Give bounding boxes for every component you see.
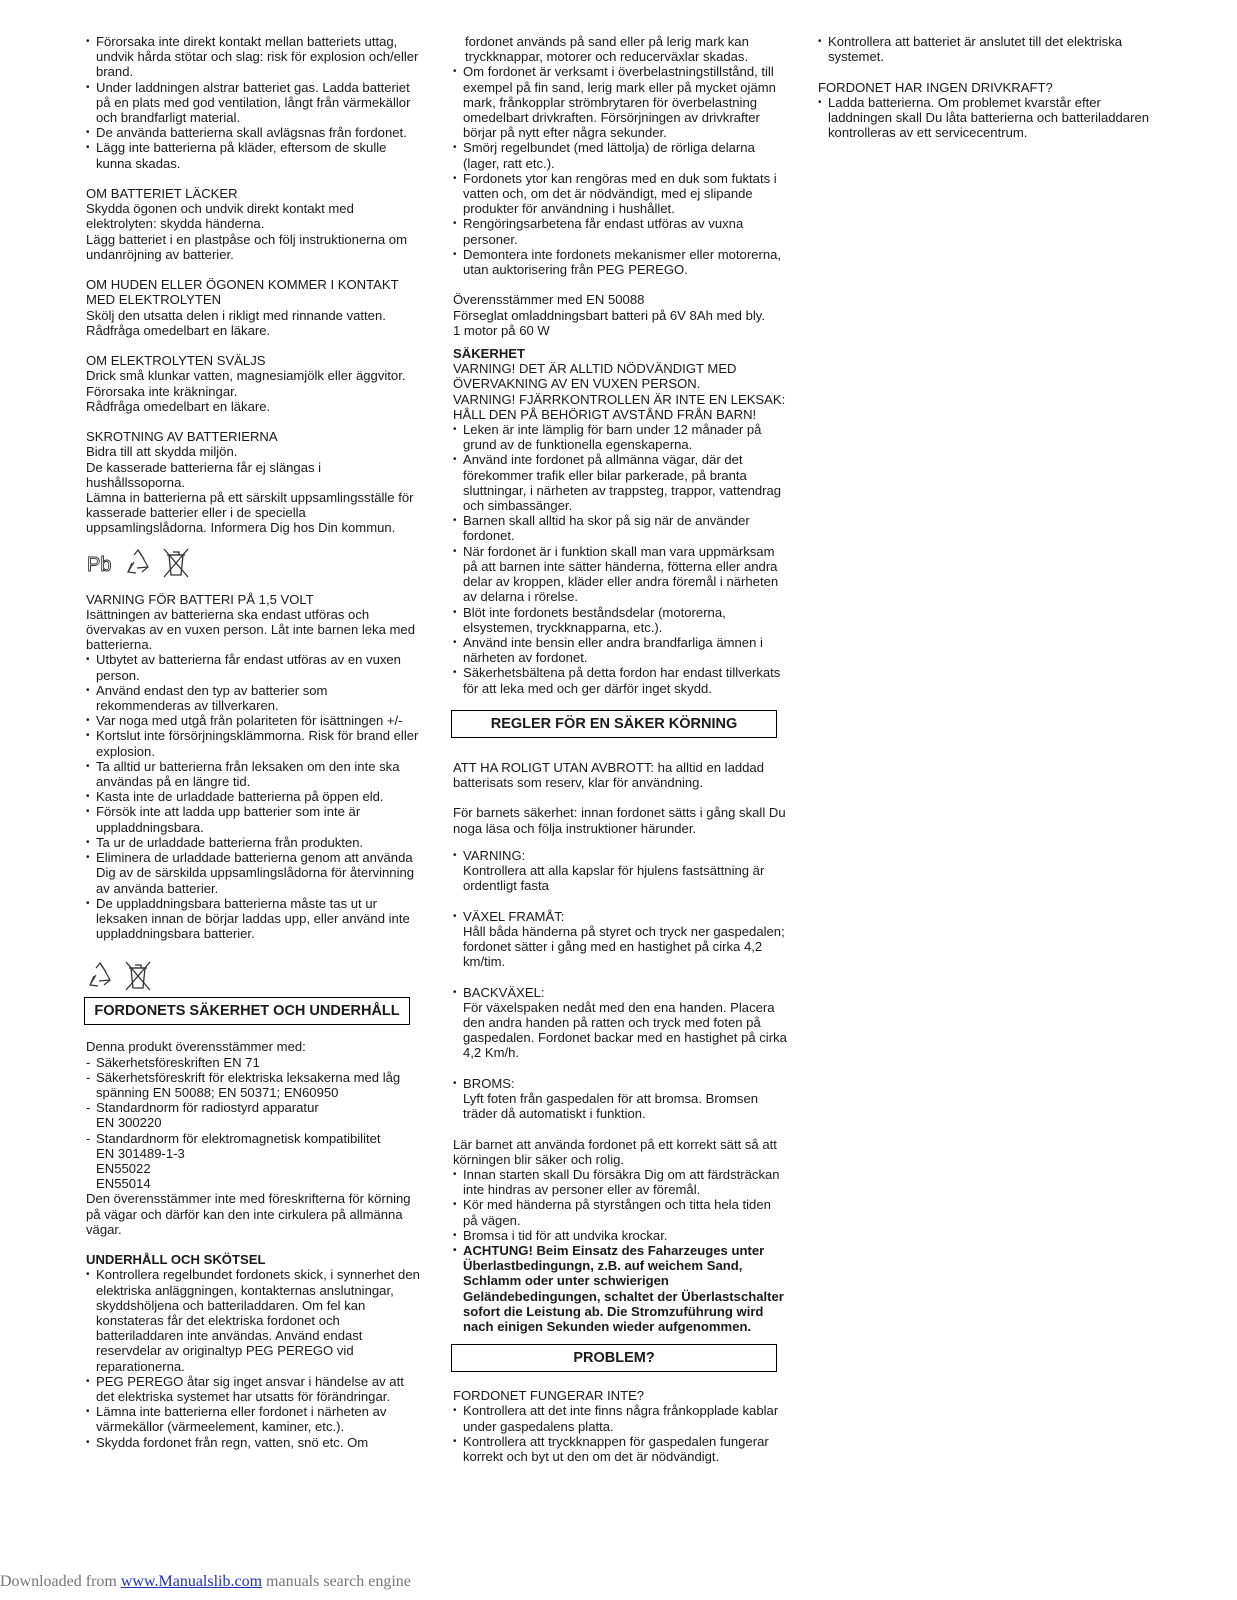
list-item: • PEG PEREGO åtar sig inget ansvar i händelse av att det elektriska systemet har utsatts för förändringar.	[86, 1374, 422, 1404]
safety-title: SÄKERHET	[453, 346, 526, 362]
fun-text: ATT HA ROLIGT UTAN AVBROTT: ha alltid en laddad batterisats som reserv, klar för användning.	[453, 759, 764, 790]
crossed-bin-icon	[124, 960, 152, 992]
warning-text: Kontrollera att alla kapslar för hjulens fastsättning är ordentligt fasta	[463, 862, 765, 894]
battery-15v-text: Isättningen av batterierna ska endast utföras och övervakas av en vuxen person. Låt inte barnen leka med batterierna.	[86, 606, 415, 653]
scrap-text-1: Bidra till att skydda miljön.	[86, 444, 238, 460]
conformity-list	[86, 1055, 422, 1192]
list-item: • De använda batterierna skall avlägsnas från fordonet.	[86, 125, 422, 140]
battery-15v-list	[86, 652, 422, 941]
not-working-list-cont	[818, 34, 1158, 64]
list-item: • Kontrollera att batteriet är anslutet till det elektriska systemet.	[818, 34, 1158, 64]
safety-warning-2: VARNING! FJÄRRKONTROLLEN ÄR INTE EN LEKSAK: HÅLL DEN PÅ BEHÖRIGT AVSTÅND FRÅN BARN!	[453, 391, 786, 422]
list-item: • Använd endast den typ av batterier som rekommenderas av tillverkaren.	[86, 683, 422, 713]
column-2	[453, 34, 789, 1464]
brake-block	[453, 1076, 789, 1122]
crossed-bin-icon	[162, 547, 190, 579]
list-item: • Säkerhetsbältena på detta fordon har endast tillverkats för att leka med och ger därför inget skydd.	[453, 665, 789, 695]
forward-gear-block	[453, 909, 789, 970]
no-drive-list	[818, 95, 1158, 141]
achtung-item: • ACHTUNG! Beim Einsatz des Faharzeuges unter Überlastbedingungn, z.B. auf weichem Sand, Schlamm oder unter schwierigen Geländebedingungen, schaltet der Überlastschalter sofort die Leistung ab. Die Stromzuführung wird nach einigen Sekunden wieder aufgenommen.	[453, 1243, 789, 1334]
list-item: • Barnen skall alltid ha skor på sig när de använder fordonet.	[453, 513, 789, 543]
list-item: • Om fordonet är verksamt i överbelastningstillstånd, till exempel på fin sand, lerig mark eller på mycket ojämn mark, frånkopplar strömbrytaren för överbelastning omedelbart drivkraften. Försörjningen av drivkrafter börjar på nytt efter några sekunder.	[453, 64, 789, 140]
not-working-title: FORDONET FUNGERAR INTE?	[453, 1388, 645, 1404]
list-item: • Kör med händerna på styrstången och titta hela tiden på vägen.	[453, 1197, 789, 1227]
conform-3-code: EN 300220	[96, 1115, 162, 1131]
list-item: • Blöt inte fordonets beståndsdelar (motorerna, elsystemen, tryckknapparna, etc.).	[453, 605, 789, 635]
safety-maintenance-heading: FORDONETS SÄKERHET OCH UNDERHÅLL	[84, 997, 410, 1025]
list-item: • Smörj regelbundet (med lättolja) de rörliga delarna (lager, ratt etc.).	[453, 140, 789, 170]
list-item: • Försök inte att ladda upp batterier som inte är uppladdningsbara.	[86, 804, 422, 834]
list-item: • Ta alltid ur batterierna från leksaken om den inte ska användas på en längre tid.	[86, 759, 422, 789]
footer-suffix: manuals search engine	[262, 1573, 411, 1590]
forward-title: VÄXEL FRAMÅT:	[463, 908, 565, 924]
list-item: • Förorsaka inte direkt kontakt mellan batteriets uttag, undvik hårda stötar och slag: risk för explosion och/eller brand.	[86, 34, 422, 80]
conform-4-code-1: EN 301489-1-3	[96, 1145, 185, 1161]
spec-2: Förseglat omladdningsbart batteri på 6V 8Ah med bly.	[453, 307, 765, 323]
conformity-end: Den överensstämmer inte med föreskrifterna för körning på vägar och därför kan den inte cirkulera på allmänna vägar.	[86, 1191, 411, 1237]
lead-pb-icon	[86, 549, 114, 577]
list-item	[453, 909, 789, 970]
list-item	[86, 1131, 422, 1192]
forward-text: Håll båda händerna på styret och tryck ner gaspedalen; fordonet sätter i gång med en hastighet på cirka 4,2 km/tim.	[463, 923, 785, 970]
list-item: • Utbytet av batterierna får endast utföras av en vuxen person.	[86, 652, 422, 682]
swallow-text-1: Drick små klunkar vatten, magnesiamjölk eller äggvitor.	[86, 368, 406, 384]
list-item: • Skydda fordonet från regn, vatten, snö etc. Om	[86, 1435, 422, 1450]
teach-text: Lär barnet att använda fordonet på ett korrekt sätt så att körningen blir säker och rolig.	[453, 1136, 777, 1167]
list-item: • Lägg inte batterierna på kläder, eftersom de skulle kunna skadas.	[86, 140, 422, 170]
list-item	[453, 1076, 789, 1122]
maintenance-list	[86, 1267, 422, 1449]
warning-block	[453, 848, 789, 894]
list-item: - Säkerhetsföreskriften EN 71	[86, 1055, 422, 1070]
list-item	[86, 1100, 422, 1130]
scrap-title: SKROTNING AV BATTERIERNA	[86, 429, 278, 445]
disposal-icons	[86, 546, 422, 580]
conform-4-code-2: EN55022	[96, 1160, 151, 1176]
problem-heading: PROBLEM?	[451, 1344, 777, 1372]
list-item: - Säkerhetsföreskrift för elektriska leksakerna med låg spänning EN 50088; EN 50371; EN60950	[86, 1070, 422, 1100]
list-item: • Innan starten skall Du försäkra Dig om att färdsträckan inte hindras av personer eller av föremål.	[453, 1167, 789, 1197]
list-item: • Ladda batterierna. Om problemet kvarstår efter laddningen skall Du låta batterierna och batteriladdaren kontrolleras av ett servicecentrum.	[818, 95, 1158, 141]
list-item: • Rengöringsarbetena får endast utföras av vuxna personer.	[453, 216, 789, 246]
battery-15v-title: VARNING FÖR BATTERI PÅ 1,5 VOLT	[86, 591, 314, 607]
skin-text-2: Rådfråga omedelbart en läkare.	[86, 322, 271, 338]
no-drive-title: FORDONET HAR INGEN DRIVKRAFT?	[818, 79, 1053, 95]
recycle-icon	[86, 962, 114, 990]
scrap-text-2: De kasserade batterierna får ej slängas i hushållssoporna.	[86, 459, 322, 490]
footer-prefix: Downloaded from	[0, 1573, 121, 1590]
safe-driving-heading: REGLER FÖR EN SÄKER KÖRNING	[451, 710, 777, 738]
list-item: • Under laddningen alstrar batteriet gas. Ladda batteriet på en plats med god ventilation, långt från värmekällor och brandfarligt material.	[86, 80, 422, 126]
list-item: • Använd inte fordonet på allmänna vägar, där det förekommer trafik eller bilar parkerade, på branta sluttningar, i närheten av trappsteg, trappor, vattendrag och simbassänger.	[453, 452, 789, 513]
swallow-title: OM ELEKTROLYTEN SVÄLJS	[86, 353, 266, 369]
maintenance-title: UNDERHÅLL OCH SKÖTSEL	[86, 1252, 266, 1268]
brake-text: Lyft foten från gaspedalen för att bromsa. Bromsen träder då automatiskt i funktion.	[463, 1090, 759, 1122]
reverse-text: För växelspaken nedåt med den ena handen. Placera den andra handen på ratten och tryck med foten på gaspedalen. Fordonet backar med en hastighet på cirka 4,2 Km/h.	[463, 999, 787, 1061]
swallow-text-2: Förorsaka inte kräkningar.	[86, 383, 238, 399]
list-item	[453, 985, 789, 1061]
child-safety-text: För barnets säkerhet: innan fordonet sätts i gång skall Du noga läsa och följa instruktioner härunder.	[453, 805, 786, 836]
list-item: • Kasta inte de urladdade batterierna på öppen eld.	[86, 789, 422, 804]
list-item: • Leken är inte lämplig för barn under 12 månader på grund av de funktionella egenskaperna.	[453, 422, 789, 452]
reverse-title: BACKVÄXEL:	[463, 984, 545, 1000]
list-item: • De uppladdningsbara batterierna måste tas ut ur leksaken innan de börjar laddas upp, eller använd inte uppladdningsbara batterier.	[86, 896, 422, 942]
conform-4-text: Standardnorm för elektromagnetisk kompatibilitet	[96, 1130, 381, 1146]
list-item: • Kontrollera regelbundet fordonets skick, i synnerhet den elektriska anläggningen, kontakternas anslutningar, skyddshöljena och batteriladdaren. Om fel kan konstateras får det elektriska fordonet och batteriladdaren inte användas. Använd endast reservdelar av originaltyp PEG PEREGO vid reparationerna.	[86, 1267, 422, 1373]
leak-text-2: Lägg batteriet i en plastpåse och följ instruktionerna om undanröjning av batterier.	[86, 231, 407, 262]
list-item: • Kontrollera att det inte finns några frånkopplade kablar under gaspedalens platta.	[453, 1403, 789, 1433]
list-item: • Ta ur de urladdade batterierna från produkten.	[86, 835, 422, 850]
manualslib-link[interactable]: www.Manualslib.com	[120, 1573, 263, 1590]
safety-warning-1: VARNING! DET ÄR ALLTID NÖDVÄNDIGT MED ÖVERVAKNING AV EN VUXEN PERSON.	[453, 361, 737, 392]
conform-3-text: Standardnorm för radiostyrd apparatur	[96, 1100, 319, 1116]
pb-symbol-text: Pb	[87, 553, 112, 576]
leak-title: OM BATTERIET LÄCKER	[86, 186, 238, 202]
list-item: • Bromsa i tid för att undvika krockar.	[453, 1228, 789, 1243]
scrap-text-3: Lämna in batterierna på ett särskilt uppsamlingsställe för kasserade batterier eller i de speciella uppsamlingslådorna. Informera Dig hos Din kommun.	[86, 490, 414, 536]
list-item: • Kortslut inte försörjningsklämmorna. Risk för brand eller explosion.	[86, 728, 422, 758]
conformity-intro: Denna produkt överensstämmer med:	[86, 1039, 306, 1055]
list-item: • Eliminera de urladdade batterierna genom att använda Dig av de särskilda uppsamlingslådorna för återvinning av använda batterier.	[86, 850, 422, 896]
list-item: • Kontrollera att tryckknappen för gaspedalen fungerar korrekt och byt ut den om det är nödvändigt.	[453, 1434, 789, 1464]
conform-4-code-3: EN55014	[96, 1176, 151, 1192]
not-working-list	[453, 1403, 789, 1464]
continued-text: fordonet används på sand eller på lerig mark kan tryckknappar, motorer och reducerväxlar skadas.	[465, 34, 749, 65]
brake-title: BROMS:	[463, 1075, 515, 1091]
battery-warnings-list	[86, 34, 422, 171]
maintenance-list-cont	[453, 64, 789, 277]
skin-title: OM HUDEN ELLER ÖGONEN KOMMER I KONTAKT MED ELEKTROLYTEN	[86, 277, 399, 308]
column-1	[86, 34, 422, 1450]
list-item	[453, 848, 789, 894]
list-item: • När fordonet är i funktion skall man vara uppmärksam på att barnen inte sätter händerna, fötterna eller andra delar av kroppen, kläder eller andra föremål i närheten av delarna i rörelse.	[453, 544, 789, 605]
list-item: • Använd inte bensin eller andra brandfarliga ämnen i närheten av fordonet.	[453, 635, 789, 665]
list-item: • Lämna inte batterierna eller fordonet i närheten av värmekällor (värmeelement, kaminer, etc.).	[86, 1404, 422, 1434]
skin-text-1: Skölj den utsatta delen i rikligt med rinnande vatten.	[86, 307, 386, 323]
list-item: • Fordonets ytor kan rengöras med en duk som fuktats i vatten och, om det är nödvändigt, med ej slipande produkter för användning i hushållet.	[453, 171, 789, 217]
download-footer	[0, 1574, 411, 1589]
spec-1: Överensstämmer med EN 50088	[453, 292, 645, 308]
list-item: • Demontera inte fordonets mekanismer eller motorerna, utan auktorisering från PEG PEREGO.	[453, 247, 789, 277]
spec-3: 1 motor på 60 W	[453, 322, 550, 338]
safety-list	[453, 422, 789, 696]
reverse-gear-block	[453, 985, 789, 1061]
column-3	[818, 34, 1158, 140]
recycle-icon	[124, 549, 152, 577]
swallow-text-3: Rådfråga omedelbart en läkare.	[86, 398, 271, 414]
leak-text-1: Skydda ögonen och undvik direkt kontakt med elektrolyten: skydda händerna.	[86, 201, 354, 232]
disposal-icons-2	[86, 959, 422, 993]
list-item: • Var noga med utgå från polariteten för isättningen +/-	[86, 713, 422, 728]
driving-tips-list	[453, 1167, 789, 1334]
warning-title: VARNING:	[463, 847, 526, 863]
